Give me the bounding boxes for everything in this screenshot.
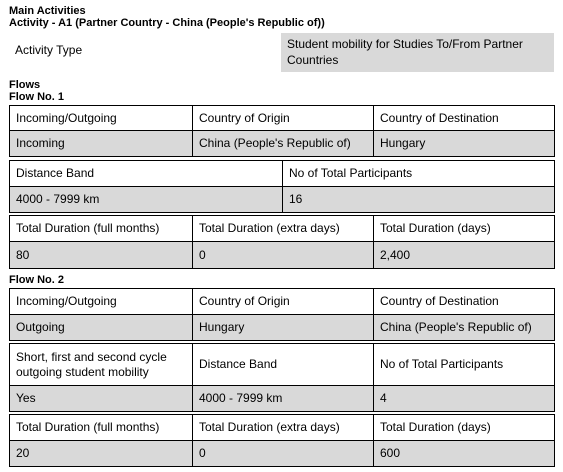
cycle-mobility-label: Short, first and second cycle outgoing student mobility <box>10 344 193 386</box>
distance-band-label: Distance Band <box>10 161 283 187</box>
total-participants-label: No of Total Participants <box>374 344 555 386</box>
duration-months-value: 80 <box>10 242 193 269</box>
country-of-origin-value: China (People's Republic of) <box>193 131 374 157</box>
duration-months-value: 20 <box>10 441 193 467</box>
flow-2-countries-table <box>9 288 555 341</box>
country-of-destination-value: China (People's Republic of) <box>374 315 555 341</box>
flow-1-duration-table <box>9 215 555 269</box>
duration-days-value: 600 <box>374 441 555 467</box>
total-participants-label: No of Total Participants <box>283 161 555 187</box>
total-participants-value: 16 <box>283 187 555 213</box>
duration-months-label: Total Duration (full months) <box>10 216 193 242</box>
total-participants-value: 4 <box>374 386 555 412</box>
duration-days-label: Total Duration (days) <box>374 415 555 441</box>
duration-extra-days-value: 0 <box>193 242 374 269</box>
incoming-outgoing-value: Outgoing <box>10 315 193 341</box>
country-of-destination-label: Country of Destination <box>374 289 555 315</box>
activity-type-value: Student mobility for Studies To/From Partner Countries <box>281 33 554 72</box>
duration-days-label: Total Duration (days) <box>374 216 555 242</box>
activity-title: Activity - A1 (Partner Country - China (People's Republic of)) <box>9 17 325 29</box>
flows-title: Flows <box>9 79 41 91</box>
country-of-destination-label: Country of Destination <box>374 106 555 131</box>
country-of-origin-value: Hungary <box>193 315 374 341</box>
flow-1-countries-table <box>9 105 555 157</box>
distance-band-value: 4000 - 7999 km <box>193 386 374 412</box>
flow-1-distance-table <box>9 160 555 213</box>
country-of-origin-label: Country of Origin <box>193 289 374 315</box>
flow-1-title: Flow No. 1 <box>9 91 64 103</box>
country-of-destination-value: Hungary <box>374 131 555 157</box>
duration-extra-days-label: Total Duration (extra days) <box>193 216 374 242</box>
main-activities-title: Main Activities <box>9 5 86 17</box>
cycle-mobility-value: Yes <box>10 386 193 412</box>
distance-band-label: Distance Band <box>193 344 374 386</box>
incoming-outgoing-label: Incoming/Outgoing <box>10 289 193 315</box>
flow-2-cycle-table <box>9 343 555 412</box>
flow-2-duration-table <box>9 414 555 467</box>
duration-extra-days-label: Total Duration (extra days) <box>193 415 374 441</box>
duration-extra-days-value: 0 <box>193 441 374 467</box>
incoming-outgoing-value: Incoming <box>10 131 193 157</box>
duration-months-label: Total Duration (full months) <box>10 415 193 441</box>
activity-type-label: Activity Type <box>15 43 83 57</box>
incoming-outgoing-label: Incoming/Outgoing <box>10 106 193 131</box>
distance-band-value: 4000 - 7999 km <box>10 187 283 213</box>
duration-days-value: 2,400 <box>374 242 555 269</box>
country-of-origin-label: Country of Origin <box>193 106 374 131</box>
flow-2-title: Flow No. 2 <box>9 274 64 286</box>
